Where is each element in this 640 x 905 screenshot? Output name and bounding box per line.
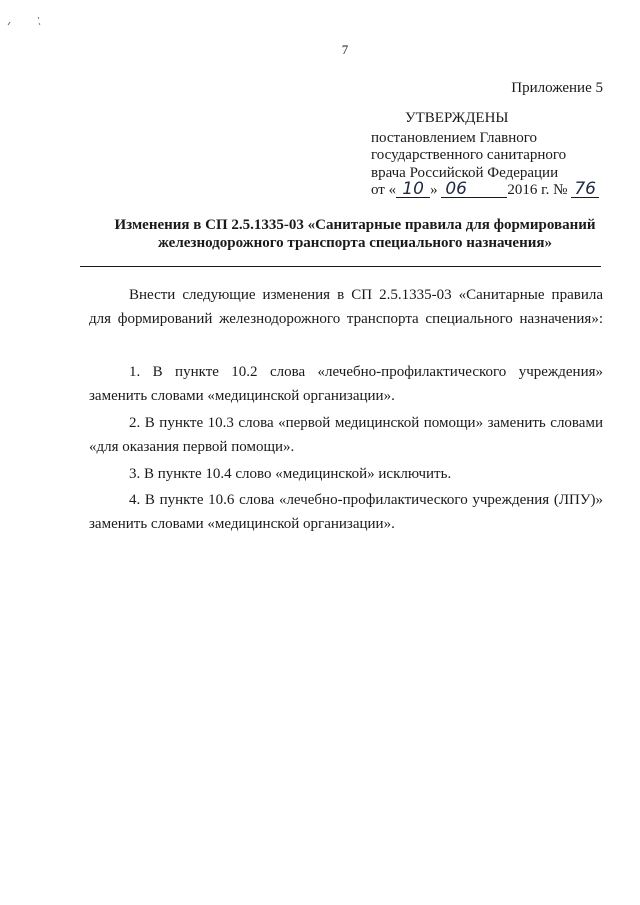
item-2-line-1: 2. В пункте 10.3 слова «первой медицинской помощи» заменить словами xyxy=(129,415,603,431)
item-3-line: 3. В пункте 10.4 слово «медицинской» исключить. xyxy=(129,466,452,482)
intro-line-1: Внести следующие изменения в СП 2.5.1335-03 «Санитарные правила xyxy=(129,287,603,303)
document-heading xyxy=(60,216,640,252)
item-4-line-1: 4. В пункте 10.6 слова «лечебно-профилактического учреждения (ЛПУ)» xyxy=(129,492,603,508)
approval-date-line xyxy=(371,179,611,200)
date-prefix: от « xyxy=(371,182,397,198)
date-day-close: » xyxy=(430,182,438,198)
handwritten-number: 76 xyxy=(571,182,599,198)
approval-stamp-block xyxy=(371,110,611,200)
approval-line-2: государственного санитарного xyxy=(371,147,567,163)
approval-line-1: постановлением Главного xyxy=(371,129,538,146)
amendment-item-2 xyxy=(89,411,603,459)
item-1-line-2: заменить словами «медицинской организации». xyxy=(89,388,395,404)
item-4-line-2: заменить словами «медицинской организации». xyxy=(89,516,395,532)
approval-title: УТВЕРЖДЕНЫ xyxy=(405,110,509,126)
page-number: 7 xyxy=(341,42,349,57)
intro-line-2: для формирований железнодорожного транспорта специального назначения»: xyxy=(89,311,603,327)
approval-line-3: врача Российской Федерации xyxy=(371,164,559,181)
date-year-text: 2016 г. № xyxy=(507,182,568,198)
handwritten-day: 10 xyxy=(396,182,430,198)
item-1-line-1: 1. В пункте 10.2 слова «лечебно-профилактического учреждения» xyxy=(129,364,603,380)
intro-paragraph xyxy=(89,283,603,331)
item-2-line-2: «для оказания первой помощи». xyxy=(89,439,295,455)
scan-artifact-marks xyxy=(6,14,46,28)
heading-divider xyxy=(80,266,601,267)
amendment-item-3 xyxy=(89,462,603,486)
heading-line-2: железнодорожного транспорта специального назначения» xyxy=(158,235,552,251)
heading-line-1: Изменения в СП 2.5.1335-03 «Санитарные правила для формирований xyxy=(114,217,596,233)
amendment-item-1 xyxy=(89,360,603,408)
amendment-item-4 xyxy=(89,488,603,536)
handwritten-month: 06 xyxy=(441,182,507,198)
appendix-label: Приложение 5 xyxy=(511,80,603,96)
